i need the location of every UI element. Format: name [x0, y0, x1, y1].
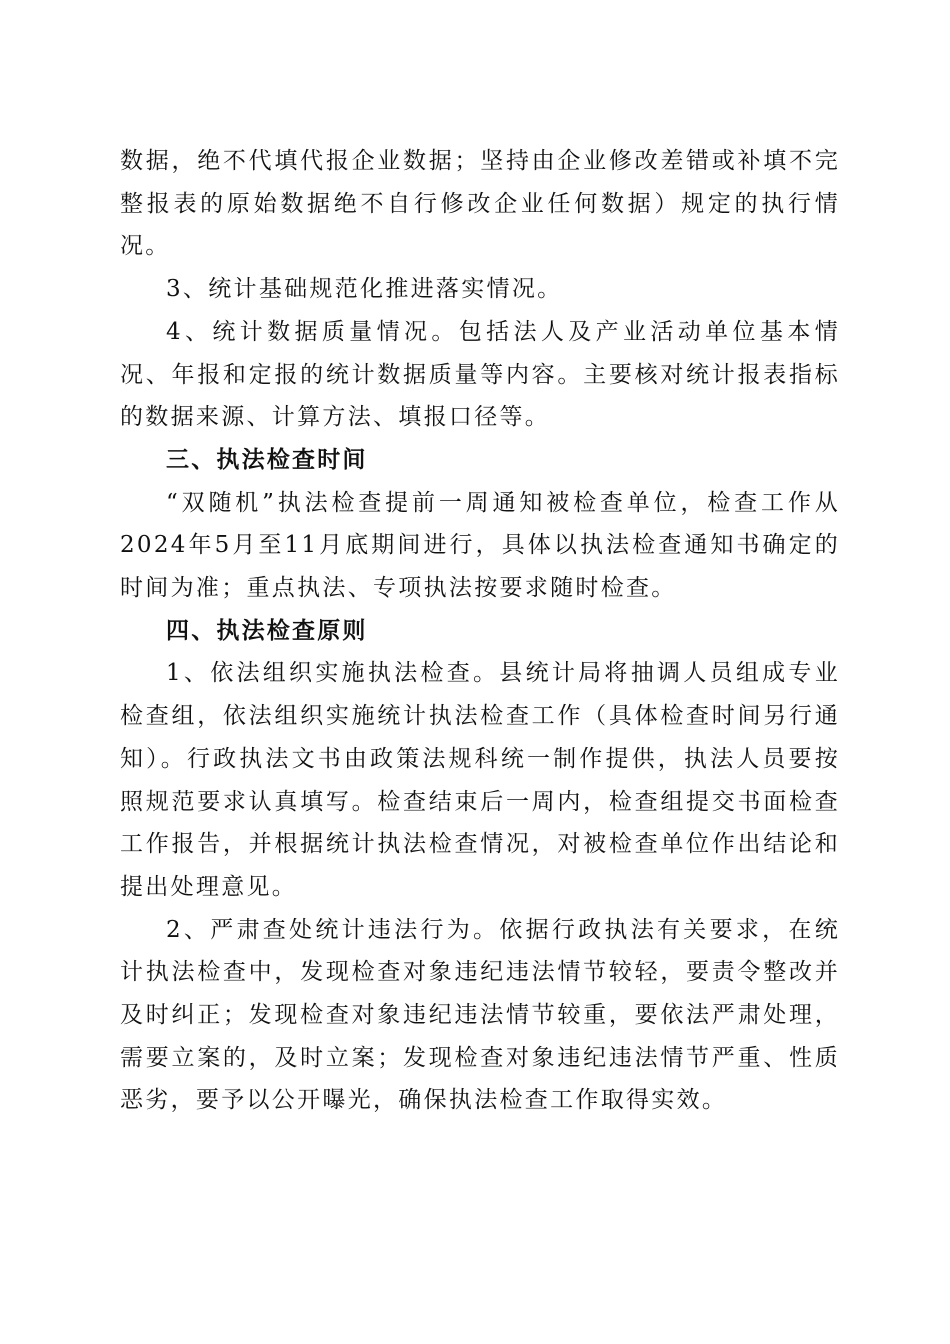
paragraph-principle-2: 2、严肃查处统计违法行为。依据行政执法有关要求，在统计执法检查中，发现检查对象违纪违法情节较轻，要责令整改并及时纠正；发现检查对象违纪违法情节较重，要依法严肃处理，需要立案的，及时立案；发现检查对象违纪违法情节严重、性质恶劣，要予以公开曝光，确保执法检查工作取得实效。 [120, 916, 840, 1114]
paragraph-continuation: 数据，绝不代填代报企业数据；坚持由企业修改差错或补填不完整报表的原始数据绝不自行修改企业任何数据）规定的执行情况。 [120, 148, 840, 260]
paragraph-principle-1: 1、依法组织实施执法检查。县统计局将抽调人员组成专业检查组，依法组织实施统计执法检查工作（具体检查时间另行通知）。行政执法文书由政策法规科统一制作提供，执法人员要按照规范要求认真填写。检查结束后一周内，检查组提交书面检查工作报告，并根据统计执法检查情况，对被检查单位作出结论和提出处理意见。 [120, 660, 840, 900]
section-heading-inspection-principles: 四、执法检查原则 [166, 617, 368, 644]
paragraph-inspection-time: “双随机”执法检查提前一周通知被检查单位，检查工作从2024年5月至11月底期间进行，具体以执法检查通知书确定的时间为准；重点执法、专项执法按要求随时检查。 [120, 489, 840, 602]
document-body [120, 140, 840, 1122]
section-heading-inspection-time: 三、执法检查时间 [166, 446, 368, 473]
paragraph-item-4: 4、统计数据质量情况。包括法人及产业活动单位基本情况、年报和定报的统计数据质量等内容。主要核对统计报表指标的数据来源、计算方法、填报口径等。 [120, 318, 840, 431]
paragraph-item-3: 3、统计基础规范化推进落实情况。 [166, 276, 563, 303]
